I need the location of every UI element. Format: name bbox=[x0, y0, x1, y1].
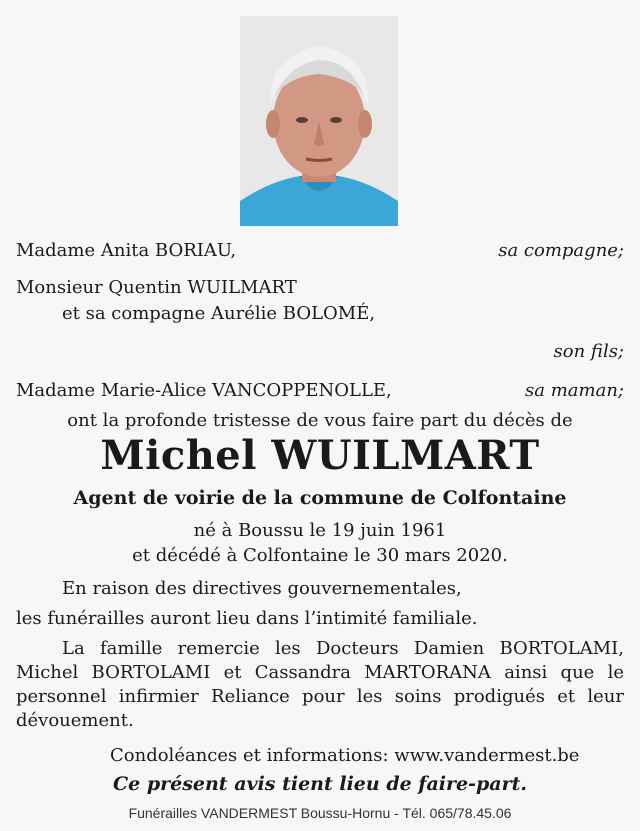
relative-1-relation: sa compagne; bbox=[498, 240, 624, 261]
thanks-paragraph bbox=[16, 637, 624, 733]
thanks-text: La famille remercie les Docteurs Damien BORTOLAMI, Michel BORTOLAMI et Cassandra MARTORANA ainsi que le personnel infirmier Reliance pour les soins prodigués et leur dévouement. bbox=[16, 638, 624, 731]
relative-3-name: Madame Marie-Alice VANCOPPENOLLE, bbox=[16, 380, 392, 401]
intro-text: ont la profonde tristesse de vous faire part du décès de bbox=[67, 410, 573, 431]
condolences-info: Condoléances et informations: www.vandermest.be bbox=[110, 745, 580, 766]
relative-2-partner: et sa compagne Aurélie BOLOMÉ, bbox=[62, 303, 376, 324]
relative-2-relation: son fils; bbox=[553, 341, 624, 362]
deceased-role: Agent de voirie de la commune de Colfontaine bbox=[73, 487, 567, 509]
directives-line-2: les funérailles auront lieu dans l’intimité familiale. bbox=[16, 608, 478, 629]
notice-text: Ce présent avis tient lieu de faire-part. bbox=[113, 773, 527, 795]
deceased-name: Michel WUILMART bbox=[100, 432, 540, 479]
funeral-home-footer: Funérailles VANDERMEST Boussu-Hornu - Tél. 065/78.45.06 bbox=[128, 805, 512, 821]
portrait-illustration bbox=[240, 16, 398, 226]
birth-info: né à Boussu le 19 juin 1961 bbox=[193, 520, 447, 541]
portrait-photo bbox=[240, 16, 398, 226]
death-info: et décédé à Colfontaine le 30 mars 2020. bbox=[132, 545, 508, 566]
relative-2-name: Monsieur Quentin WUILMART bbox=[16, 277, 297, 298]
relative-3-relation: sa maman; bbox=[525, 380, 624, 401]
directives-line-1: En raison des directives gouvernementales, bbox=[62, 578, 462, 599]
relative-1-name: Madame Anita BORIAU, bbox=[16, 240, 237, 261]
